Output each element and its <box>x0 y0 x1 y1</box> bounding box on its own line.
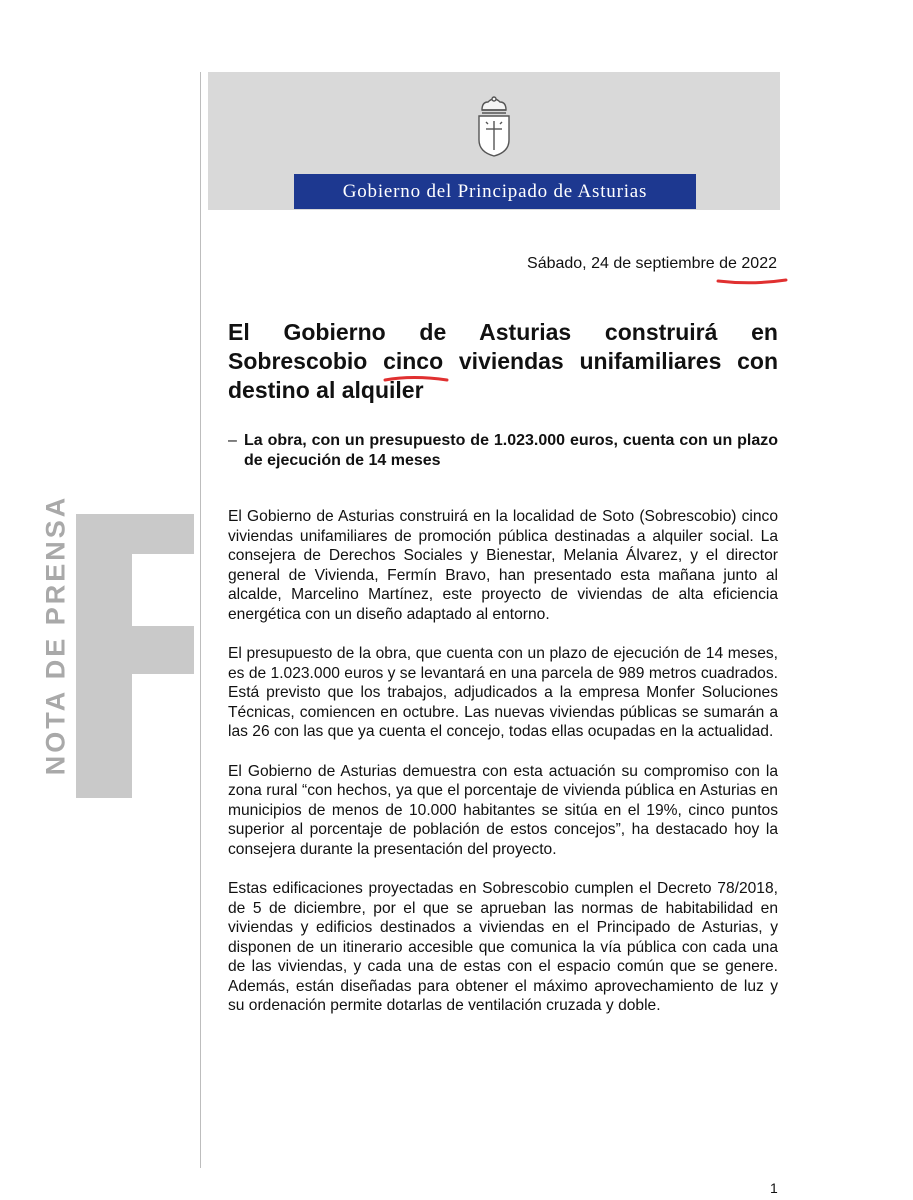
press-release-date <box>527 255 777 273</box>
press-release-side-label: NOTA DE PRENSA <box>40 494 71 776</box>
paragraph: El Gobierno de Asturias demuestra con esta actuación su compromiso con la zona rural “con hechos, ya que el porcentaje de vivienda pública en Asturias en municipios de menos de 10.000 habitantes se sitúa en el 19%, cinco puntos superior al porcentaje de población de estos concejos”, ha destacado hoy la consejera durante la presentación del proyecto. <box>228 762 778 858</box>
headline: El Gobierno de Asturias construirá en Sobrescobio cinco viviendas unifamiliares con destino al alquiler <box>228 319 778 403</box>
red-underline-annotation <box>716 276 788 286</box>
paragraph: El presupuesto de la obra, que cuenta con un plazo de ejecución de 14 meses, es de 1.023.000 euros y se levantará en una parcela de 989 metros cuadrados. Está previsto que los trabajos, adjudicados a la empresa Monfer Soluciones Técnicas, comiencen en octubre. Las nuevas viviendas públicas se sumarán a las 26 con las que ya cuenta el concejo, todas ellas ocupadas en la actualidad. <box>228 645 778 740</box>
left-margin-rule <box>200 72 201 1168</box>
red-underline-annotation <box>383 374 449 384</box>
headline-underlined-word: cinco <box>383 348 444 374</box>
subtitle-dash: – <box>228 432 237 449</box>
government-name-banner: Gobierno del Principado de Asturias <box>294 174 696 209</box>
page-number: 1 <box>770 1180 778 1196</box>
body-text <box>228 507 778 1036</box>
date-year-underlined: de 2022 <box>719 255 777 272</box>
paragraph: El Gobierno de Asturias construirá en la localidad de Soto (Sobrescobio) cinco viviendas unifamiliares de promoción pública destinadas a alquiler social. La consejera de Derechos Sociales y Bienestar, Melania Álvarez, y el director general de Vivienda, Fermín Bravo, han presentado esta mañana junto al alcalde, Marcelino Martínez, este proyecto de viviendas de alta eficiencia energética con un diseño adaptado al entorno. <box>228 508 778 623</box>
date-text: Sábado, 24 de septiembre <box>527 255 720 272</box>
big-p-letter-icon <box>76 514 194 798</box>
subtitle-text: La obra, con un presupuesto de 1.023.000 euros, cuenta con un plazo de ejecución de 14 meses <box>244 432 778 469</box>
asturias-coat-of-arms-icon <box>474 96 514 158</box>
subtitle <box>228 431 778 471</box>
paragraph: Estas edificaciones proyectadas en Sobrescobio cumplen el Decreto 78/2018, de 5 de diciembre, por el que se aprueban las normas de habitabilidad en viviendas y edificios destinados a viviendas en el Principado de Asturias, y disponen de un itinerario accesible que comunica la vía pública con cada una de las viviendas, y cada una de estas con el espacio común que se genere. Además, están diseñadas para obtener el máximo aprovechamiento de luz y su ordenación permite dotarlas de ventilación cruzada y doble. <box>228 880 778 1014</box>
